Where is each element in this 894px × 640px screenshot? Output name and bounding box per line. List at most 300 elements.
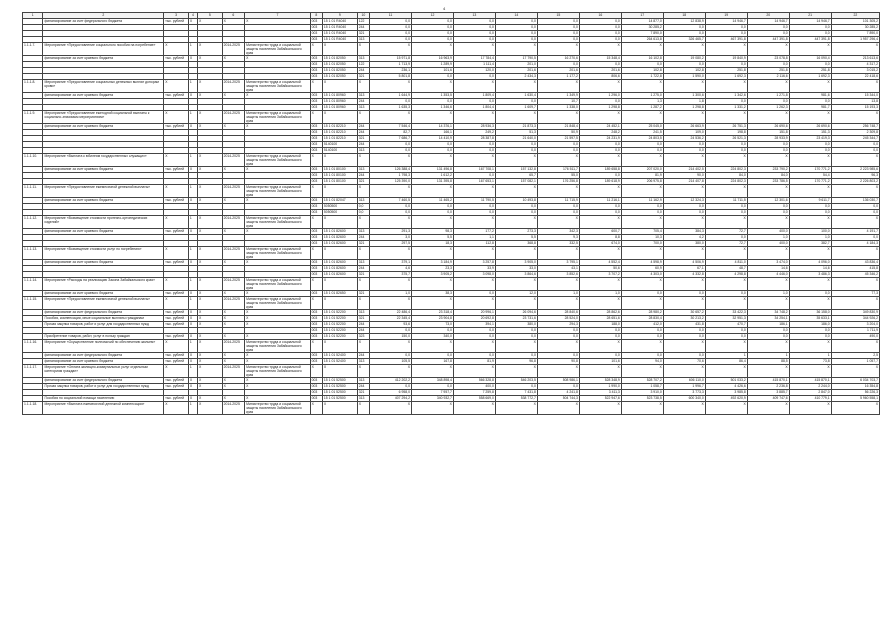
- table-cell: X: [831, 340, 879, 353]
- table-cell: 248,2: [579, 130, 621, 136]
- table-cell: 0,0: [453, 334, 495, 340]
- table-cell: 251,8: [747, 68, 789, 74]
- table-cell: 0,0: [705, 148, 747, 154]
- table-cell: 177,2: [453, 229, 495, 235]
- column-number: 21: [789, 13, 831, 19]
- table-cell: X: [495, 340, 537, 353]
- table-cell: 96,3: [831, 173, 879, 179]
- table-cell: 15 1 01 80960: [322, 93, 357, 99]
- table-cell: 28 387,8: [453, 136, 495, 142]
- table-cell: 0,0: [789, 99, 831, 105]
- table-cell: X: [245, 322, 311, 328]
- table-cell: 313: [357, 378, 369, 384]
- table-cell: 1 609,7: [495, 105, 537, 111]
- table-cell: X: [188, 334, 197, 340]
- table-cell: X: [322, 80, 357, 93]
- table-cell: 176 511,7: [537, 167, 579, 173]
- table-cell: X: [453, 340, 495, 353]
- table-cell: 15 1 01 R4040: [322, 19, 357, 25]
- table-cell: 0,0: [705, 334, 747, 340]
- table-cell: 264 613,8: [621, 37, 663, 43]
- table-cell: 11 715,9: [537, 198, 579, 204]
- table-cell: 15 1 01 52400: [322, 359, 357, 365]
- table-cell: 7 890,0: [831, 31, 879, 37]
- table-cell: 2 847,0: [789, 390, 831, 396]
- table-cell: 0,0: [411, 19, 453, 25]
- table-cell: 344 926,2: [831, 316, 879, 322]
- table-cell: 11 790,5: [453, 198, 495, 204]
- table-cell: X: [310, 402, 322, 415]
- table-cell: 340,0: [411, 334, 453, 340]
- table-cell: X: [789, 216, 831, 229]
- table-cell: 1 342,6: [705, 93, 747, 99]
- table-cell: финансирование за счет краевого бюджета: [43, 229, 164, 235]
- table-cell: X: [245, 167, 311, 173]
- table-cell: X: [164, 185, 189, 198]
- table-cell: X: [188, 378, 197, 384]
- column-number: 14: [495, 13, 537, 19]
- table-cell: X: [164, 365, 189, 378]
- table-cell: X: [245, 359, 311, 365]
- table-cell: 0,0: [663, 204, 705, 210]
- table-cell: 0,0: [370, 19, 412, 25]
- table-cell: 313: [357, 148, 369, 154]
- table-cell: X: [198, 334, 223, 340]
- table-cell: 313: [357, 167, 369, 173]
- table-cell: Министерство труда и социальной защиты населения Забайкальского края: [245, 365, 311, 378]
- table-cell: 0,0: [537, 353, 579, 359]
- table-cell: 1 353,5: [411, 93, 453, 99]
- table-cell: 11 711,5: [705, 198, 747, 204]
- table-cell: 0,0: [370, 328, 412, 334]
- table-cell: 45 346,2: [831, 272, 879, 278]
- table-cell: 4 598,9: [621, 260, 663, 266]
- table-cell: X: [579, 402, 621, 415]
- table-cell: X: [188, 19, 197, 25]
- table-cell: X: [747, 154, 789, 167]
- table-cell: 2 223 985,6: [831, 167, 879, 173]
- column-number: 4: [188, 13, 197, 19]
- table-cell: 0,0: [663, 210, 705, 216]
- table-cell: финансирование за счет краевого бюджета: [43, 291, 164, 297]
- table-cell: X: [831, 185, 879, 198]
- table-cell: 28 830,4: [621, 316, 663, 322]
- table-cell: 538 772,7: [495, 396, 537, 402]
- table-cell: 415,8: [831, 266, 879, 272]
- table-cell: 003: [310, 25, 322, 31]
- table-cell: тыс. рублей: [164, 56, 189, 62]
- table-cell: 1.1.1.14.: [23, 278, 43, 291]
- table-cell: 73,8: [789, 359, 831, 365]
- table-cell: 0,0: [621, 142, 663, 148]
- table-cell: X: [188, 291, 197, 297]
- table-cell: 003: [310, 173, 322, 179]
- table-cell: 0,0: [411, 74, 453, 80]
- table-cell: 15 1 01 80960: [322, 105, 357, 111]
- table-cell: 244: [357, 99, 369, 105]
- table-cell: 17 790,5: [495, 56, 537, 62]
- column-number: 20: [747, 13, 789, 19]
- table-cell: Пособия по социальной помощи населению: [43, 396, 164, 402]
- table-cell: 15 1 01 82050: [322, 74, 357, 80]
- table-cell: 176 256,8: [537, 179, 579, 185]
- table-cell: X: [322, 43, 357, 56]
- table-cell: 170 771,2: [789, 179, 831, 185]
- table-cell: X: [453, 154, 495, 167]
- table-cell: 4 191,7: [831, 229, 879, 235]
- table-cell: 4 506,9: [663, 260, 705, 266]
- table-cell: X: [705, 185, 747, 198]
- table-cell: 7 957,7: [411, 390, 453, 396]
- table-cell: 14 946,7: [789, 19, 831, 25]
- table-cell: 18,3: [411, 241, 453, 247]
- table-cell: X: [245, 93, 311, 99]
- table-row: [23, 43, 880, 56]
- table-cell: 12 838,9: [663, 19, 705, 25]
- table-cell: 504 744,3: [537, 396, 579, 402]
- table-cell: 15 1 01 82600: [322, 272, 357, 278]
- column-number: 8: [310, 13, 322, 19]
- table-cell: 0,0: [411, 142, 453, 148]
- table-cell: 3 015,2: [831, 68, 879, 74]
- table-cell: тыс. рублей: [164, 353, 189, 359]
- table-cell: 0,0: [705, 204, 747, 210]
- table-cell: 15 1 01 52500: [322, 396, 357, 402]
- table-cell: X: [411, 80, 453, 93]
- table-cell: X: [370, 297, 412, 310]
- table-cell: Прочая закупка товаров, работ и услуг для государственных нужд: [43, 322, 164, 328]
- table-cell: 1,3: [621, 99, 663, 105]
- table-cell: 8,8: [579, 235, 621, 241]
- table-cell: 0,0: [621, 334, 663, 340]
- table-cell: 0,0: [537, 25, 579, 31]
- table-cell: 33 422,3: [705, 310, 747, 316]
- table-cell: 1 612,2: [411, 173, 453, 179]
- table-cell: 321: [357, 390, 369, 396]
- table-cell: 1 635,3: [370, 105, 412, 111]
- table-cell: X: [495, 185, 537, 198]
- table-cell: 249,2: [453, 130, 495, 136]
- table-cell: 100,0: [789, 229, 831, 235]
- table-cell: 12,0: [495, 291, 537, 297]
- table-cell: 003: [310, 56, 322, 62]
- table-cell: X: [747, 402, 789, 415]
- table-cell: 003: [310, 37, 322, 43]
- table-cell: 0,0: [747, 99, 789, 105]
- table-cell: X: [357, 247, 369, 260]
- table-cell: 1.1.1.8.: [23, 80, 43, 93]
- table-cell: 0,0: [705, 210, 747, 216]
- table-cell: 0,0: [411, 99, 453, 105]
- table-cell: X: [831, 247, 879, 260]
- table-cell: X: [789, 154, 831, 167]
- table-cell: 0,0: [621, 204, 663, 210]
- table-cell: 22 345,4: [370, 316, 412, 322]
- table-cell: 3 795,1: [537, 260, 579, 266]
- table-cell: X: [537, 247, 579, 260]
- table-cell: 003: [310, 260, 322, 266]
- table-cell: X: [164, 216, 189, 229]
- table-cell: 003: [310, 74, 322, 80]
- table-cell: 54,4: [789, 173, 831, 179]
- table-cell: 1 590,0: [663, 74, 705, 80]
- table-cell: 294,3: [537, 322, 579, 328]
- table-cell: 98,3: [411, 229, 453, 235]
- table-cell: 15 1 01 52200: [322, 322, 357, 328]
- table-cell: X: [495, 80, 537, 93]
- table-cell: 21 640,0: [495, 136, 537, 142]
- table-cell: 1 798,3: [370, 173, 412, 179]
- table-cell: X: [663, 297, 705, 310]
- table-cell: X: [453, 43, 495, 56]
- table-cell: X: [495, 297, 537, 310]
- table-cell: 20 692,8: [453, 316, 495, 322]
- table-cell: 90,8: [537, 359, 579, 365]
- table-cell: 0,0: [411, 204, 453, 210]
- table-cell: 0,0: [579, 204, 621, 210]
- table-cell: 0,0: [411, 31, 453, 37]
- table-cell: 4 241,8: [537, 390, 579, 396]
- table-cell: 251,8: [705, 68, 747, 74]
- table-cell: 1: [188, 340, 197, 353]
- table-cell: X: [663, 402, 705, 415]
- table-cell: X: [322, 154, 357, 167]
- table-cell: 0,0: [453, 204, 495, 210]
- table-cell: 0,0: [705, 291, 747, 297]
- table-cell: 131 496,8: [411, 167, 453, 173]
- table-cell: 2014-2025: [222, 402, 245, 415]
- table-cell: 1 058,7: [621, 384, 663, 390]
- table-cell: X: [537, 402, 579, 415]
- table-cell: X: [579, 365, 621, 378]
- table-cell: 0,0: [357, 204, 369, 210]
- table-cell: 400,0: [747, 229, 789, 235]
- table-cell: 0,0: [411, 328, 453, 334]
- table-cell: 0,0: [453, 328, 495, 334]
- table-cell: X: [411, 340, 453, 353]
- table-cell: X: [188, 260, 197, 266]
- table-cell: X: [245, 310, 311, 316]
- table-cell: X: [705, 154, 747, 167]
- table-cell: 003: [310, 334, 322, 340]
- column-number: 7: [245, 13, 311, 19]
- table-cell: финансирование за счет краевого бюджета: [43, 260, 164, 266]
- table-cell: X: [322, 111, 357, 124]
- table-cell: X: [222, 384, 245, 390]
- column-number: 11: [370, 13, 412, 19]
- table-cell: X: [164, 154, 189, 167]
- table-cell: 233 790,2: [747, 167, 789, 173]
- column-number: 9: [322, 13, 357, 19]
- table-cell: 4,6: [370, 266, 412, 272]
- table-cell: X: [198, 198, 223, 204]
- table-cell: 380,0: [663, 241, 705, 247]
- table-cell: X: [188, 322, 197, 328]
- table-cell: 1 713,9: [370, 62, 412, 68]
- table-cell: 2 244,0: [789, 384, 831, 390]
- table-cell: 0,0: [453, 99, 495, 105]
- table-cell: 14 946,7: [747, 19, 789, 25]
- table-cell: X: [411, 278, 453, 291]
- table-cell: 1 338,0: [537, 105, 579, 111]
- table-cell: Министерство труда и социальной защиты населения Забайкальского края: [245, 80, 311, 93]
- table-cell: 102,8: [663, 68, 705, 74]
- table-cell: X: [198, 297, 223, 310]
- table-cell: 600,7: [579, 229, 621, 235]
- table-cell: 3 905,0: [495, 260, 537, 266]
- table-cell: 321: [357, 316, 369, 322]
- table-cell: 224 802,3: [705, 179, 747, 185]
- column-number: 1: [23, 13, 43, 19]
- table-cell: X: [411, 111, 453, 124]
- table-cell: 4 184,3: [831, 241, 879, 247]
- table-cell: 4 332,8: [663, 272, 705, 278]
- table-cell: X: [789, 43, 831, 56]
- table-cell: X: [789, 402, 831, 415]
- table-cell: 86,4: [705, 359, 747, 365]
- table-cell: 0,0: [663, 31, 705, 37]
- table-cell: 981,6: [789, 93, 831, 99]
- table-cell: X: [747, 340, 789, 353]
- table-cell: Министерство труда и социальной защиты населения Забайкальского края: [245, 340, 311, 353]
- table-cell: 5,5: [495, 235, 537, 241]
- table-cell: 206 975,8: [621, 179, 663, 185]
- table-cell: 11 162,9: [621, 198, 663, 204]
- table-cell: X: [198, 396, 223, 402]
- table-cell: 20 996,1: [453, 310, 495, 316]
- table-cell: Мероприятие «Возмещение стоимости услуг по погребению»: [43, 247, 164, 260]
- table-cell: тыс. рублей: [164, 322, 189, 328]
- table-cell: 0,0: [495, 328, 537, 334]
- table-cell: 15 1 01 82600: [322, 229, 357, 235]
- table-cell: X: [495, 111, 537, 124]
- table-cell: 0,0: [495, 31, 537, 37]
- table-cell: 10,3: [621, 235, 663, 241]
- table-cell: X: [198, 167, 223, 173]
- table-cell: 0,0: [705, 142, 747, 148]
- table-cell: 0,0: [579, 19, 621, 25]
- table-cell: 981,7: [789, 105, 831, 111]
- table-cell: X: [621, 185, 663, 198]
- table-cell: X: [579, 185, 621, 198]
- table-cell: 0,0: [537, 210, 579, 216]
- table-cell: 003: [310, 19, 322, 25]
- table-cell: X: [198, 154, 223, 167]
- table-cell: 201,6: [579, 68, 621, 74]
- table-cell: 0,0: [495, 19, 537, 25]
- table-cell: 0,0: [789, 25, 831, 31]
- table-cell: 214 407,8: [663, 179, 705, 185]
- table-cell: 523 738,5: [621, 396, 663, 402]
- table-row: [23, 185, 880, 198]
- table-cell: 1 289,9: [411, 62, 453, 68]
- table-cell: X: [188, 198, 197, 204]
- table-cell: X: [579, 247, 621, 260]
- table-cell: 003: [310, 291, 322, 297]
- table-cell: 0,0: [453, 142, 495, 148]
- table-cell: 0,0: [453, 291, 495, 297]
- table-cell: 2014-2025: [222, 365, 245, 378]
- table-cell: X: [198, 80, 223, 93]
- column-number: 2: [43, 13, 164, 19]
- table-cell: 38,3: [411, 291, 453, 297]
- table-cell: 90,0: [663, 173, 705, 179]
- table-cell: 26 751,3: [705, 124, 747, 130]
- table-row: [23, 340, 880, 353]
- table-cell: 0,0: [579, 210, 621, 216]
- table-cell: 0,0: [453, 37, 495, 43]
- table-cell: X: [453, 365, 495, 378]
- table-cell: 1: [188, 43, 197, 56]
- table-cell: 0,0: [831, 210, 879, 216]
- table-cell: 15 1 01 R4040: [322, 31, 357, 37]
- table-cell: X: [411, 216, 453, 229]
- column-number: 22: [831, 13, 879, 19]
- table-cell: 11 465,2: [411, 198, 453, 204]
- table-cell: X: [222, 167, 245, 173]
- table-cell: 003: [310, 322, 322, 328]
- table-cell: 105,5: [370, 359, 412, 365]
- table-cell: X: [705, 111, 747, 124]
- table-cell: 3,0: [370, 235, 412, 241]
- table-cell: X: [245, 384, 311, 390]
- table-cell: 003: [310, 142, 322, 148]
- table-cell: 50,9: [537, 130, 579, 136]
- table-cell: 0,0: [537, 31, 579, 37]
- table-cell: X: [411, 247, 453, 260]
- table-cell: X: [621, 80, 663, 93]
- table-cell: 2014-2025: [222, 247, 245, 260]
- table-cell: 1 271,8: [747, 93, 789, 99]
- table-cell: X: [188, 384, 197, 390]
- table-cell: 321: [357, 136, 369, 142]
- table-cell: X: [245, 124, 311, 130]
- table-cell: 15 348,4: [579, 56, 621, 62]
- table-cell: X: [495, 365, 537, 378]
- table-cell: 13,8: [831, 99, 879, 105]
- table-cell: X: [164, 340, 189, 353]
- table-cell: 28 933,9: [747, 136, 789, 142]
- table-cell: X: [222, 229, 245, 235]
- table-cell: X: [453, 402, 495, 415]
- table-cell: 81,9: [621, 173, 663, 179]
- table-cell: 5140100: [322, 142, 357, 148]
- table-cell: 30 213,2: [663, 316, 705, 322]
- table-cell: 65,7: [495, 173, 537, 179]
- table-cell: 0,0: [411, 210, 453, 216]
- table-cell: 33,9: [453, 266, 495, 272]
- table-cell: 0,0: [370, 210, 412, 216]
- table-cell: 16 102,8: [621, 56, 663, 62]
- table-cell: 15 1 01 52200: [322, 310, 357, 316]
- table-cell: 0,0: [789, 31, 831, 37]
- table-cell: 412,0: [621, 322, 663, 328]
- table-cell: X: [310, 365, 322, 378]
- table-cell: 256 748,7: [831, 124, 879, 130]
- table-cell: X: [831, 402, 879, 415]
- table-cell: Министерство труда и социальной защиты населения Забайкальского края: [245, 111, 311, 124]
- table-cell: 15 1 01 80100: [322, 179, 357, 185]
- table-cell: 2014-2025: [222, 340, 245, 353]
- table-cell: 15 1 01 82210: [322, 124, 357, 130]
- table-cell: 379,1: [370, 260, 412, 266]
- table-cell: 2014-2025: [222, 80, 245, 93]
- table-cell: 34 748,2: [747, 310, 789, 316]
- table-cell: X: [747, 247, 789, 260]
- table-cell: 245 344,7: [831, 136, 879, 142]
- table-cell: 120,0: [453, 68, 495, 74]
- table-cell: 1: [188, 402, 197, 415]
